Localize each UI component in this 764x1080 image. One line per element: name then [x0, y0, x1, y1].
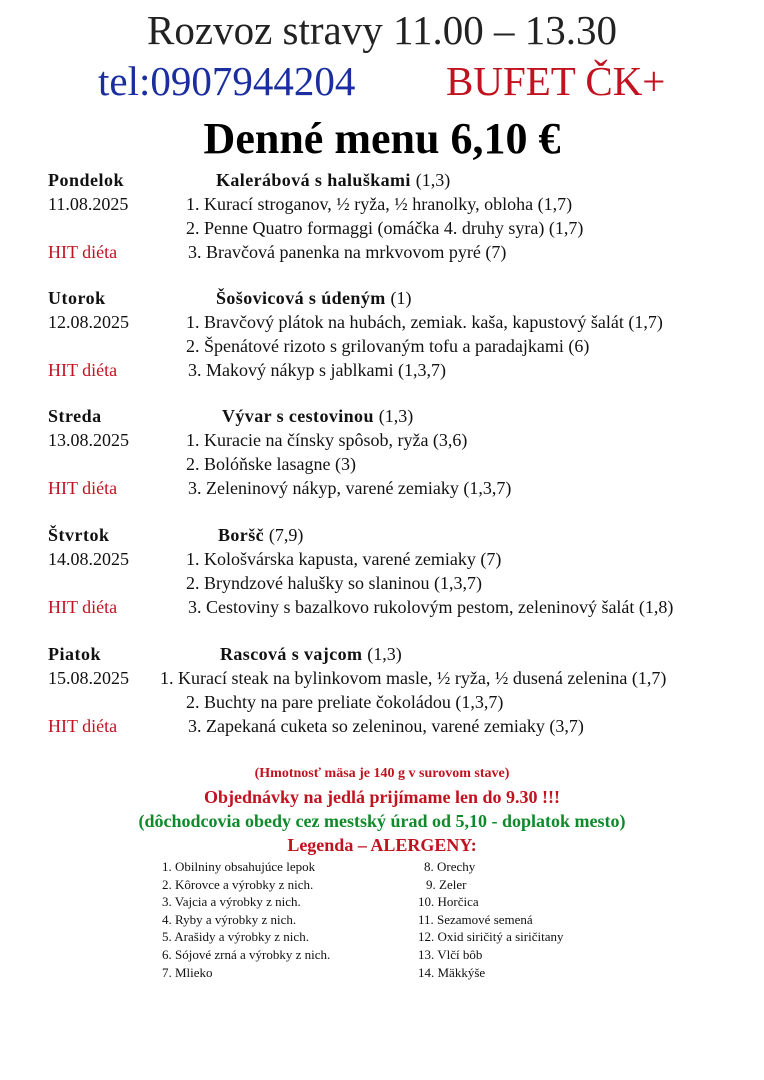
menu-item-1: 1. Kurací steak na bylinkovom masle, ½ ryža, ½ dusená zelenina (1,7) — [160, 668, 667, 688]
allergen-legend-title: Legenda – ALERGENY: — [287, 835, 477, 855]
menu-item-1: 1. Kološvárska kapusta, varené zemiaky (7) — [186, 549, 502, 569]
day-name: Streda — [48, 406, 102, 426]
hit-diet-label: HIT diéta — [48, 478, 118, 498]
day-date: 15.08.2025 — [48, 668, 129, 688]
menu-item-3: 3. Bravčová panenka na mrkvovom pyré (7) — [188, 242, 507, 262]
soup — [222, 404, 413, 428]
menu-row — [0, 547, 764, 571]
soup — [220, 642, 402, 666]
menu-item-2: 2. Bolóňske lasagne (3) — [186, 454, 356, 474]
day-date: 12.08.2025 — [48, 312, 129, 332]
soup-name: Boršč — [218, 525, 264, 545]
hit-diet-label: HIT diéta — [48, 242, 118, 262]
menu-item-2: 2. Bryndzové halušky so slaninou (1,3,7) — [186, 573, 482, 593]
hit-diet-label: HIT diéta — [48, 597, 118, 617]
menu-row — [0, 428, 764, 452]
allergen-item: 11. Sezamové semená — [418, 911, 533, 927]
menu-row — [0, 216, 764, 240]
menu-row — [0, 192, 764, 216]
menu-row — [0, 690, 764, 714]
allergen-list-left — [162, 858, 330, 981]
allergen-item: 3. Vajcia a výrobky z nich. — [162, 894, 301, 910]
allergen-item: 5. Arašidy a výrobky z nich. — [162, 929, 309, 945]
menu-row — [0, 310, 764, 334]
allergen-item: 6. Sójové zrná a výrobky z nich. — [162, 946, 331, 962]
allergen-item: 7. Mlieko — [162, 964, 213, 980]
soup-name: Vývar s cestovinou — [222, 406, 374, 426]
soup-name: Šošovicová s údeným — [216, 288, 386, 308]
allergen-item: 1. Obilniny obsahujúce lepok — [162, 859, 316, 874]
allergen-item: 9. Zeler — [426, 876, 467, 892]
menu-item-3: 3. Makový nákyp s jablkami (1,3,7) — [188, 360, 446, 380]
soup — [216, 168, 450, 192]
menu-row — [0, 714, 764, 738]
menu-item-1: 1. Kuracie na čínsky spôsob, ryža (3,6) — [186, 430, 468, 450]
menu-title: Denné menu 6,10 € — [203, 114, 561, 163]
order-deadline-note: Objednávky na jedlá prijímame len do 9.30 !!! — [203, 787, 560, 807]
day-header-row — [0, 286, 764, 310]
soup-allergens: (1,3) — [367, 644, 402, 664]
day-date: 14.08.2025 — [48, 549, 129, 569]
menu-row — [0, 452, 764, 476]
menu-item-3: 3. Zeleninový nákyp, varené zemiaky (1,3,7) — [188, 478, 512, 498]
allergen-item: 12. Oxid siričitý a siričitany — [418, 929, 564, 945]
seniors-note: (dôchodcovia obedy cez mestský úrad od 5,10 - doplatok mesto) — [138, 811, 626, 831]
day-name: Piatok — [48, 644, 102, 664]
allergen-item: 2. Kôrovce a výrobky z nich. — [162, 876, 314, 892]
menu-item-2: 2. Špenátové rizoto s grilovaným tofu a paradajkami (6) — [186, 336, 590, 356]
day-header-row — [0, 404, 764, 428]
menu-row — [0, 334, 764, 358]
menu-item-1: 1. Bravčový plátok na hubách, zemiak. kaša, kapustový šalát (1,7) — [186, 312, 663, 332]
day-header-row — [0, 168, 764, 192]
menu-item-3: 3. Zapekaná cuketa so zeleninou, varené zemiaky (3,7) — [188, 716, 584, 736]
day-name: Utorok — [48, 288, 106, 308]
allergen-item: 13. Vlčí bôb — [418, 946, 483, 962]
soup — [218, 523, 303, 547]
hit-diet-label: HIT diéta — [48, 360, 118, 380]
soup — [216, 286, 412, 310]
allergen-item: 10. Horčica — [418, 894, 479, 910]
soup-name: Rascová s vajcom — [220, 644, 363, 664]
soup-allergens: (1) — [390, 288, 412, 308]
hit-diet-label: HIT diéta — [48, 716, 118, 736]
menu-row — [0, 358, 764, 382]
menu-row — [0, 240, 764, 264]
menu-row — [0, 476, 764, 500]
contact-line — [0, 56, 764, 106]
menu-row — [0, 666, 764, 690]
menu-row — [0, 571, 764, 595]
day-date: 11.08.2025 — [48, 194, 129, 214]
allergen-list-right — [418, 858, 564, 981]
allergen-item: 14. Mäkkýše — [418, 964, 486, 980]
menu-row — [0, 595, 764, 619]
soup-name: Kalerábová s haluškami — [216, 170, 411, 190]
day-header-row — [0, 642, 764, 666]
day-name: Štvrtok — [48, 525, 110, 545]
day-header-row — [0, 523, 764, 547]
menu-item-1: 1. Kurací stroganov, ½ ryža, ½ hranolky, obloha (1,7) — [186, 194, 573, 214]
delivery-hours: Rozvoz stravy 11.00 – 13.30 — [147, 7, 617, 53]
phone-number[interactable]: tel:0907944204 — [98, 58, 356, 104]
menu-item-3: 3. Cestoviny s bazalkovo rukolovým pestom, zeleninový šalát (1,8) — [188, 597, 674, 617]
soup-allergens: (1,3) — [378, 406, 414, 426]
day-date: 13.08.2025 — [48, 430, 129, 450]
allergen-item: 4. Ryby a výrobky z nich. — [162, 911, 297, 927]
day-name: Pondelok — [48, 170, 125, 190]
brand-name: BUFET ČK+ — [446, 58, 666, 104]
meat-weight-note: (Hmotnosť mäsa je 140 g v surovom stave) — [254, 766, 510, 781]
menu-item-2: 2. Penne Quatro formaggi (omáčka 4. druhy syra) (1,7) — [186, 218, 584, 238]
soup-allergens: (1,3) — [415, 170, 451, 190]
soup-allergens: (7,9) — [268, 525, 304, 545]
allergen-item: 8. Orechy — [424, 859, 476, 874]
menu-item-2: 2. Buchty na pare preliate čokoládou (1,3,7) — [186, 692, 504, 712]
